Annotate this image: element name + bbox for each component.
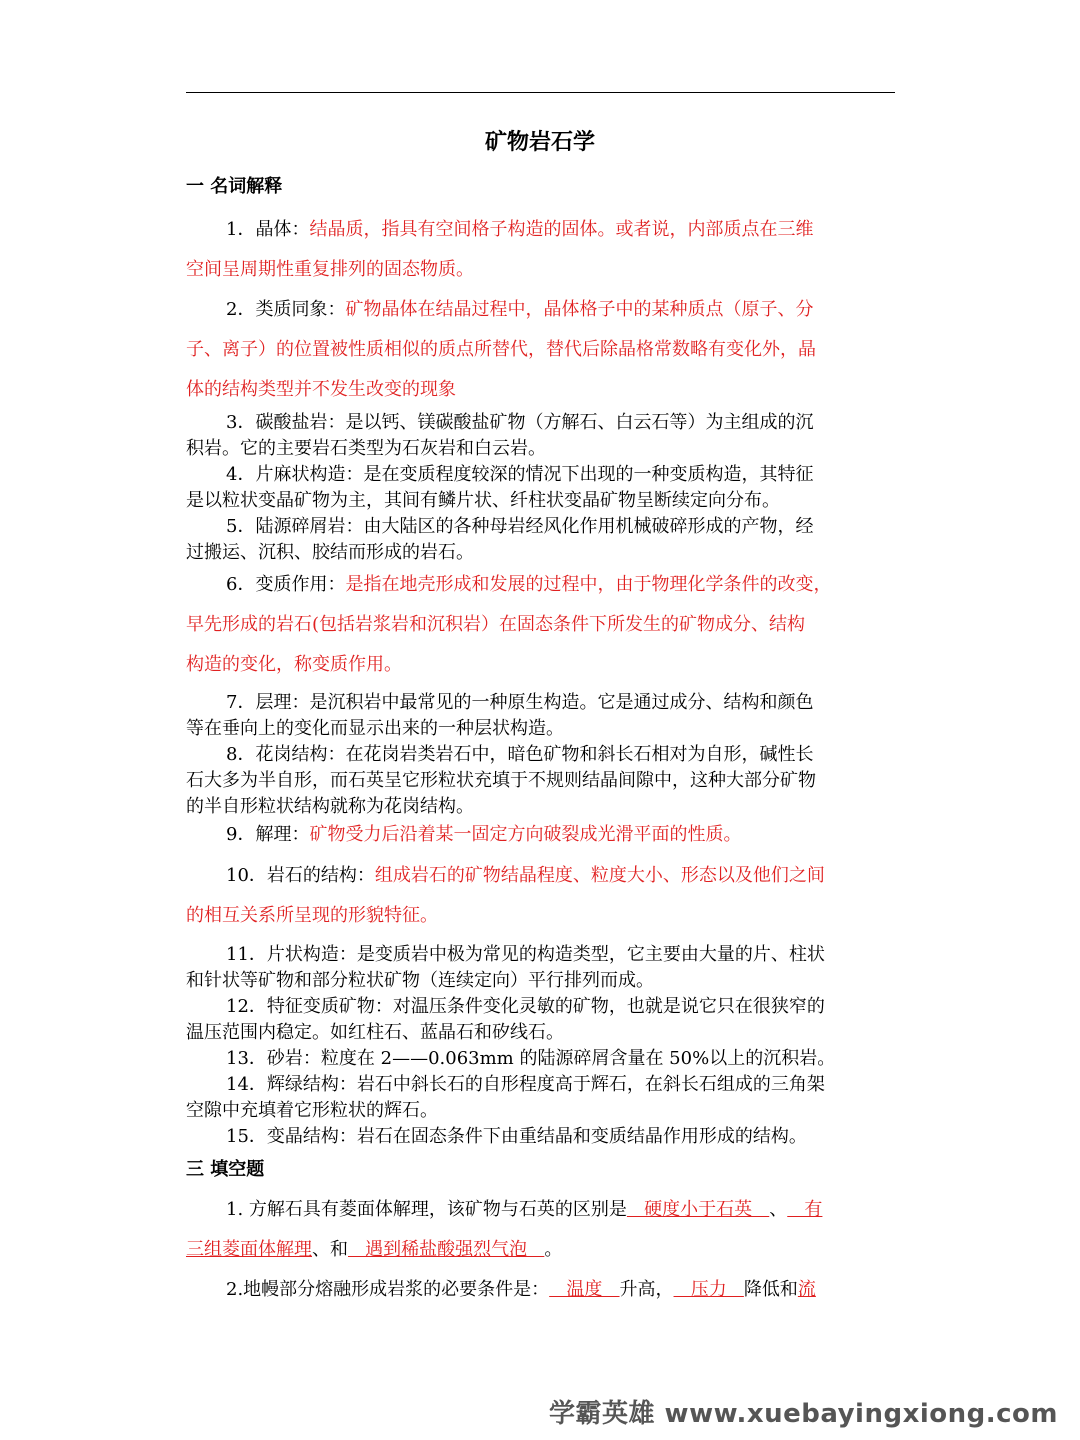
definition-6: 6．变质作用：是指在地壳形成和发展的过程中，由于物理化学条件的改变， 早先形成的岩石(包括岩浆岩和沉积岩）在固态条件下所发生的矿物成分、结构 构造的变化，称变质作用。 (186, 574, 832, 675)
fill-question-1: 1. 方解石具有菱面体解理，该矿物与石英的区别是 硬度小于石英 、 有 三组菱面体解理、和 遇到稀盐酸强烈气泡 。 (186, 1199, 823, 1260)
definition-11-15: 11．片状构造：是变质岩中极为常见的构造类型，它主要由大量的片、柱状 和针状等矿物和部分粒状矿物（连续定向）平行排列而成。 12．特征变质矿物：对温压条件变化灵敏的矿物，也就是说它只在很狭窄的 温压范围内稳定。如红柱石、蓝晶石和矽线石。 13．砂岩：粒度在 2——0.063mm 的陆源碎屑含量在 50%以上的沉积岩。 14．辉绿结构：岩石中斜长石的自形程度高于辉石，在斜长石组成的三角架 空隙中充填着它形粒状的辉石。 15．变晶结构：岩石在固态条件下由重结晶和变质结晶作用形成的结构。 (186, 944, 836, 1147)
section-heading-fill-blanks: 三 填空题 (186, 1159, 265, 1180)
definition-7-8: 7．层理：是沉积岩中最常见的一种原生构造。它是通过成分、结构和颜色 等在垂向上的变化而显示出来的一种层状构造。 8．花岗结构：在花岗岩类岩石中，暗色矿物和斜长石相对为自形，碱性长 石大多为半自形，而石英呈它形粒状充填于不规则结晶间隙中，这种大部分矿物 的半自形粒状结构就称为花岗结构。 (186, 692, 816, 817)
site-watermark: 学霸英雄 www.xuebayingxiong.com (549, 1399, 1058, 1429)
definition-10: 10．岩石的结构：组成岩石的矿物结晶程度、粒度大小、形态以及他们之间 的相互关系所呈现的形貌特征。 (186, 865, 825, 926)
fill-question-2: 2.地幔部分熔融形成岩浆的必要条件是： 温度 升高， 压力 降低和流 (226, 1279, 816, 1300)
definition-9: 9．解理：矿物受力后沿着某一固定方向破裂成光滑平面的性质。 (226, 824, 742, 845)
definition-2: 2．类质同象：矿物晶体在结晶过程中，晶体格子中的某种质点（原子、分 子、离子）的位置被性质相似的质点所替代，替代后除晶格常数略有变化外，晶 体的结构类型并不发生改变的现象 (186, 299, 816, 400)
definition-3: 3．碳酸盐岩：是以钙、镁碳酸盐矿物（方解石、白云石等）为主组成的沉 积岩。它的主要岩石类型为石灰岩和白云岩。 4．片麻状构造：是在变质程度较深的情况下出现的一种变质构造，其特征 是以粒状变晶矿物为主，其间有鳞片状、纤柱状变晶矿物呈断续定向分布。 5．陆源碎屑岩：由大陆区的各种母岩经风化作用机械破碎形成的产物，经 过搬运、沉积、胶结而形成的岩石。 (186, 412, 814, 563)
definition-1: 1．晶体：结晶质，指具有空间格子构造的固体。或者说，内部质点在三维 空间呈周期性重复排列的固态物质。 (186, 219, 814, 280)
section-heading-definitions: 一 名词解释 (186, 176, 283, 197)
page-title: 矿物岩石学 (484, 129, 595, 155)
header-rule (186, 92, 895, 93)
